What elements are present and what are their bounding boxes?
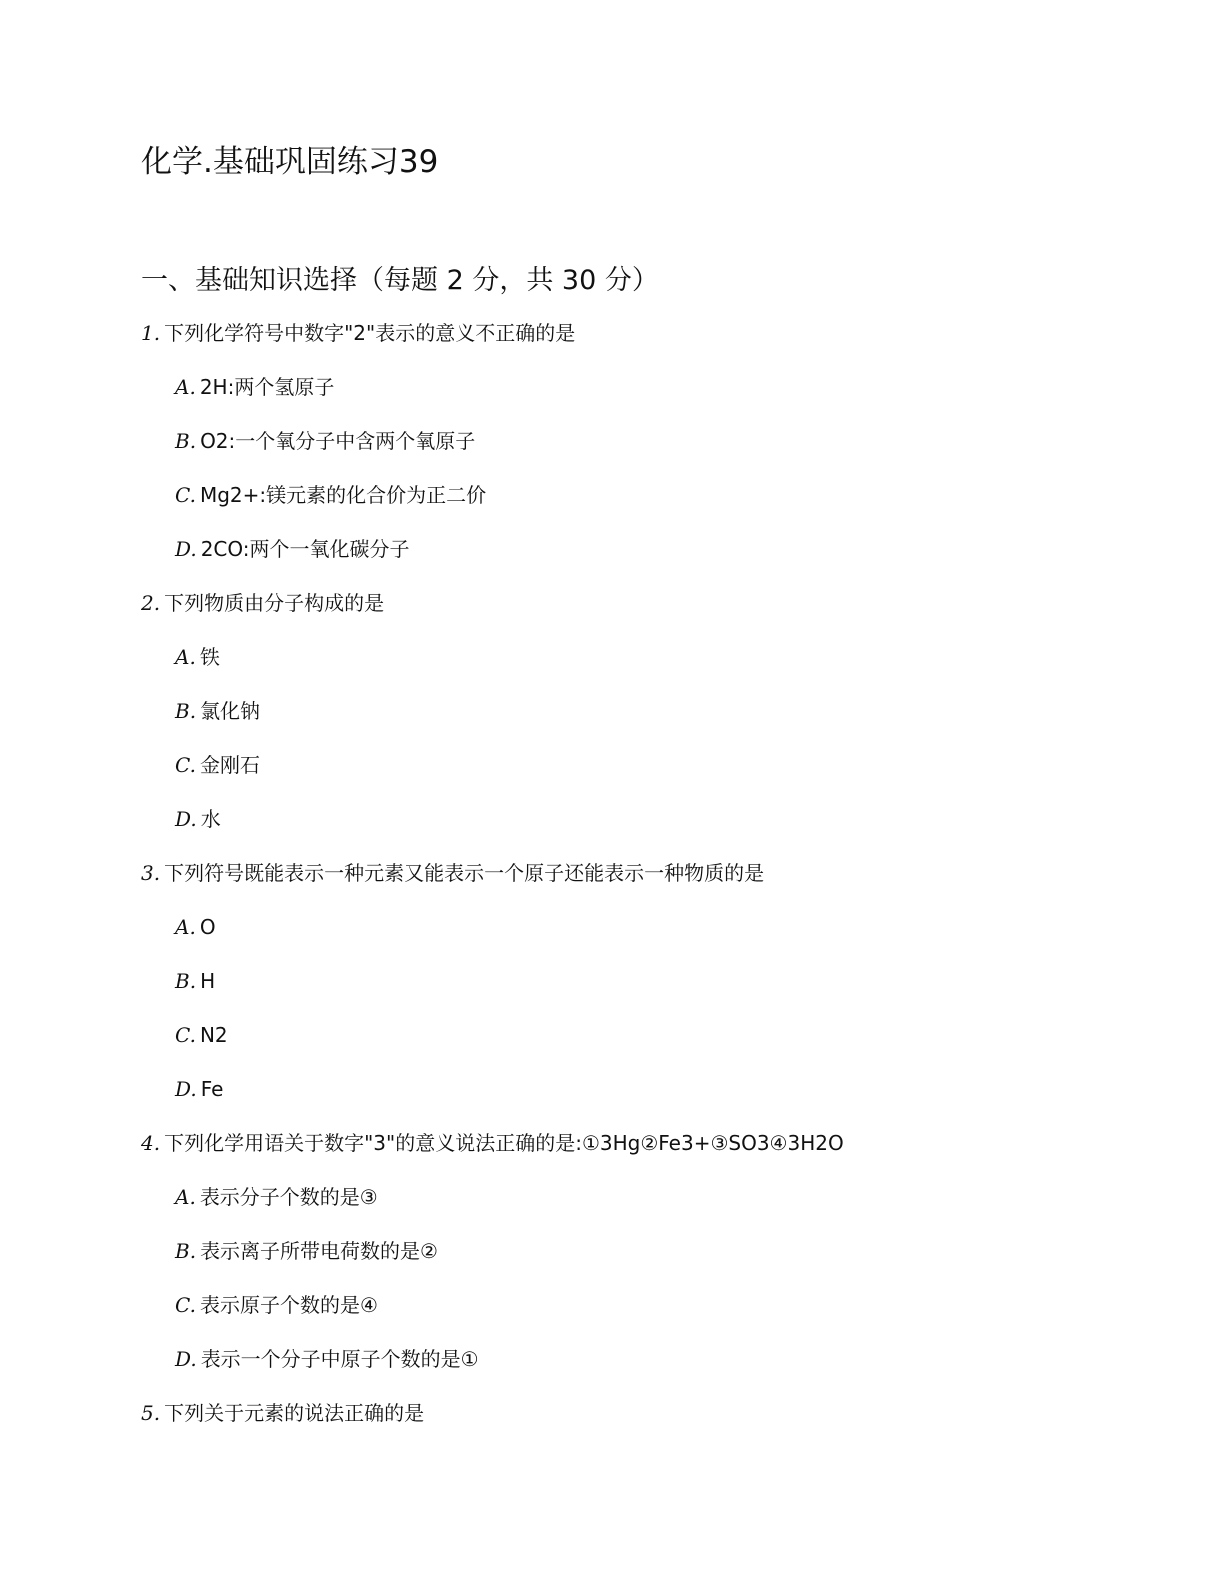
question-4 (141, 1129, 844, 1157)
option-4a (175, 1183, 378, 1211)
option-label: D. (175, 537, 197, 561)
question-text: 下列关于元素的说法正确的是 (164, 1401, 425, 1425)
option-label: A. (175, 915, 196, 939)
option-text: 2H:两个氢原子 (199, 375, 335, 399)
option-label: D. (175, 1347, 197, 1371)
option-3c (175, 1021, 228, 1049)
option-text: O2:一个氧分子中含两个氧原子 (200, 429, 476, 453)
option-4c (175, 1291, 378, 1319)
question-text: 下列化学用语关于数字"3"的意义说法正确的是:①3Hg②Fe3+③SO3④3H2O (164, 1131, 844, 1155)
option-text: 表示原子个数的是④ (199, 1293, 378, 1317)
option-label: D. (175, 807, 197, 831)
option-4b (175, 1237, 438, 1265)
option-1d (175, 535, 410, 563)
option-label: B. (175, 699, 197, 723)
question-number: 3. (141, 861, 161, 885)
option-text: N2 (199, 1023, 228, 1047)
option-text: Fe (200, 1077, 224, 1101)
option-3a (175, 913, 216, 941)
question-number: 4. (141, 1131, 161, 1155)
option-text: 氯化钠 (200, 699, 261, 723)
option-1a (175, 373, 334, 401)
option-label: B. (175, 969, 197, 993)
question-number: 1. (141, 321, 161, 345)
option-2d (175, 805, 221, 833)
option-2b (175, 697, 260, 725)
option-label: D. (175, 1077, 197, 1101)
option-4d (175, 1345, 479, 1373)
option-3b (175, 967, 215, 995)
option-text: 2CO:两个一氧化碳分子 (200, 537, 410, 561)
question-number: 2. (141, 591, 161, 615)
question-text: 下列符号既能表示一种元素又能表示一个原子还能表示一种物质的是 (164, 861, 765, 885)
option-2a (175, 643, 220, 671)
question-2 (141, 589, 384, 617)
option-label: A. (175, 645, 196, 669)
question-3 (141, 859, 764, 887)
section-heading: 一、基础知识选择（每题 2 分，共 30 分） (141, 265, 659, 296)
option-text: O (199, 915, 216, 939)
option-label: A. (175, 375, 196, 399)
option-label: C. (175, 483, 196, 507)
option-text: H (200, 969, 216, 993)
option-label: C. (175, 1293, 196, 1317)
option-3d (175, 1075, 223, 1103)
question-text: 下列化学符号中数字"2"表示的意义不正确的是 (164, 321, 576, 345)
question-number: 5. (141, 1401, 161, 1425)
question-text: 下列物质由分子构成的是 (164, 591, 385, 615)
page-title: 化学.基础巩固练习39 (141, 144, 439, 180)
option-2c (175, 751, 260, 779)
option-text: 表示离子所带电荷数的是② (200, 1239, 438, 1263)
option-text: 表示一个分子中原子个数的是① (200, 1347, 479, 1371)
option-text: Mg2+:镁元素的化合价为正二价 (199, 483, 487, 507)
option-label: B. (175, 429, 197, 453)
option-text: 水 (200, 807, 221, 831)
option-label: C. (175, 1023, 196, 1047)
option-label: A. (175, 1185, 196, 1209)
option-label: C. (175, 753, 196, 777)
question-1 (141, 319, 575, 347)
option-1c (175, 481, 486, 509)
option-text: 金刚石 (199, 753, 260, 777)
option-1b (175, 427, 475, 455)
option-label: B. (175, 1239, 197, 1263)
option-text: 铁 (199, 645, 220, 669)
option-text: 表示分子个数的是③ (199, 1185, 378, 1209)
question-5 (141, 1399, 424, 1427)
